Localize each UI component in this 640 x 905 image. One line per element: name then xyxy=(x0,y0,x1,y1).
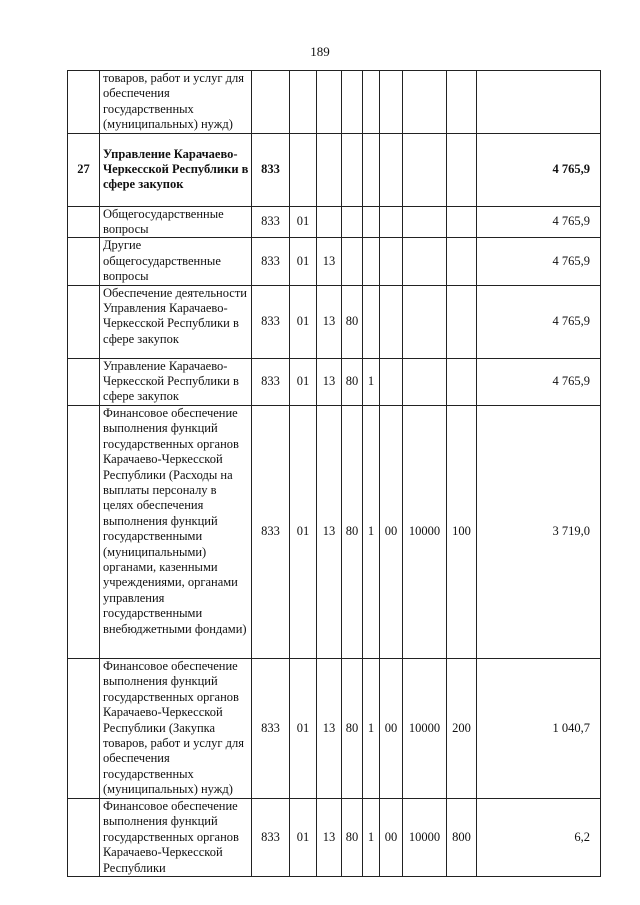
cell-pr: 13 xyxy=(317,358,342,405)
table-row xyxy=(68,71,601,134)
page-number: 189 xyxy=(310,44,330,59)
cell-sum: 4 765,9 xyxy=(477,285,601,358)
cell-dir xyxy=(380,238,403,285)
cell-rz: 01 xyxy=(290,798,317,876)
cell-gr: 833 xyxy=(252,133,290,206)
cell-pr: 13 xyxy=(317,798,342,876)
cell-gr: 833 xyxy=(252,798,290,876)
cell-code xyxy=(403,285,447,358)
cell-sub xyxy=(363,285,380,358)
table-row xyxy=(68,358,601,405)
table-row xyxy=(68,405,601,658)
cell-code xyxy=(403,206,447,238)
cell-vr xyxy=(447,71,477,134)
cell-sub xyxy=(363,238,380,285)
cell-sum: 4 765,9 xyxy=(477,133,601,206)
cell-dir xyxy=(380,358,403,405)
cell-name: Общегосударственные вопросы xyxy=(100,206,252,238)
cell-code xyxy=(403,133,447,206)
cell-gr: 833 xyxy=(252,285,290,358)
cell-gr: 833 xyxy=(252,658,290,798)
cell-rz: 01 xyxy=(290,405,317,658)
table-body xyxy=(68,71,601,877)
budget-table xyxy=(67,70,601,877)
cell-vr xyxy=(447,238,477,285)
cell-sub: 1 xyxy=(363,798,380,876)
cell-pr: 13 xyxy=(317,405,342,658)
cell-prog: 80 xyxy=(342,405,363,658)
cell-gr xyxy=(252,71,290,134)
cell-num xyxy=(68,658,100,798)
table-row xyxy=(68,206,601,238)
cell-gr: 833 xyxy=(252,238,290,285)
cell-sub xyxy=(363,71,380,134)
cell-sub: 1 xyxy=(363,358,380,405)
cell-num xyxy=(68,358,100,405)
cell-sum: 1 040,7 xyxy=(477,658,601,798)
cell-rz: 01 xyxy=(290,206,317,238)
cell-name: Финансовое обеспечение выполнения функций государственных органов Карачаево-Черкесской Республики xyxy=(100,798,252,876)
cell-sum xyxy=(477,71,601,134)
cell-name: товаров, работ и услуг для обеспечения государственных (муниципальных) нужд) xyxy=(100,71,252,134)
cell-dir: 00 xyxy=(380,658,403,798)
cell-num xyxy=(68,71,100,134)
cell-sum: 4 765,9 xyxy=(477,206,601,238)
cell-sum: 6,2 xyxy=(477,798,601,876)
cell-rz xyxy=(290,133,317,206)
cell-prog xyxy=(342,71,363,134)
cell-name: Другие общегосударственные вопросы xyxy=(100,238,252,285)
table-row xyxy=(68,238,601,285)
cell-pr: 13 xyxy=(317,285,342,358)
cell-code: 10000 xyxy=(403,798,447,876)
cell-code xyxy=(403,358,447,405)
cell-dir xyxy=(380,133,403,206)
cell-num xyxy=(68,238,100,285)
cell-rz: 01 xyxy=(290,285,317,358)
cell-name: Обеспечение деятельности Управления Карачаево-Черкесской Республики в сфере закупок xyxy=(100,285,252,358)
cell-dir: 00 xyxy=(380,798,403,876)
cell-prog: 80 xyxy=(342,658,363,798)
cell-num xyxy=(68,206,100,238)
cell-vr: 200 xyxy=(447,658,477,798)
cell-code xyxy=(403,238,447,285)
cell-dir: 00 xyxy=(380,405,403,658)
cell-gr: 833 xyxy=(252,405,290,658)
cell-prog: 80 xyxy=(342,358,363,405)
cell-pr: 13 xyxy=(317,238,342,285)
cell-num xyxy=(68,285,100,358)
cell-name: Финансовое обеспечение выполнения функций государственных органов Карачаево-Черкесской Республики (Расходы на выплаты персоналу в целях обеспечения выполнения функций государственными (муниципальными) органами, казенными учреждениями, органами управления государственными внебюджетными фондами) xyxy=(100,405,252,658)
cell-vr xyxy=(447,285,477,358)
cell-gr: 833 xyxy=(252,206,290,238)
cell-num: 27 xyxy=(68,133,100,206)
cell-name: Финансовое обеспечение выполнения функций государственных органов Карачаево-Черкесской Республики (Закупка товаров, работ и услуг для обеспечения государственных (муниципальных) нужд) xyxy=(100,658,252,798)
cell-prog: 80 xyxy=(342,285,363,358)
cell-sum: 4 765,9 xyxy=(477,358,601,405)
cell-rz: 01 xyxy=(290,238,317,285)
cell-prog xyxy=(342,133,363,206)
cell-vr xyxy=(447,133,477,206)
table-row xyxy=(68,133,601,206)
cell-sum: 3 719,0 xyxy=(477,405,601,658)
cell-rz xyxy=(290,71,317,134)
cell-prog xyxy=(342,206,363,238)
cell-prog xyxy=(342,238,363,285)
cell-vr: 100 xyxy=(447,405,477,658)
cell-dir xyxy=(380,71,403,134)
cell-num xyxy=(68,405,100,658)
cell-name: Управление Карачаево-Черкесской Республики в сфере закупок xyxy=(100,133,252,206)
cell-rz: 01 xyxy=(290,358,317,405)
cell-vr xyxy=(447,206,477,238)
cell-rz: 01 xyxy=(290,658,317,798)
cell-pr xyxy=(317,71,342,134)
cell-sub: 1 xyxy=(363,658,380,798)
table-row xyxy=(68,798,601,876)
table-row xyxy=(68,285,601,358)
cell-code: 10000 xyxy=(403,405,447,658)
cell-gr: 833 xyxy=(252,358,290,405)
cell-pr xyxy=(317,133,342,206)
cell-sub xyxy=(363,206,380,238)
cell-prog: 80 xyxy=(342,798,363,876)
cell-name: Управление Карачаево-Черкесской Республики в сфере закупок xyxy=(100,358,252,405)
cell-code xyxy=(403,71,447,134)
table-row xyxy=(68,658,601,798)
cell-dir xyxy=(380,285,403,358)
cell-sub xyxy=(363,133,380,206)
cell-code: 10000 xyxy=(403,658,447,798)
cell-vr xyxy=(447,358,477,405)
cell-pr xyxy=(317,206,342,238)
cell-sum: 4 765,9 xyxy=(477,238,601,285)
cell-vr: 800 xyxy=(447,798,477,876)
cell-num xyxy=(68,798,100,876)
cell-sub: 1 xyxy=(363,405,380,658)
cell-dir xyxy=(380,206,403,238)
cell-pr: 13 xyxy=(317,658,342,798)
